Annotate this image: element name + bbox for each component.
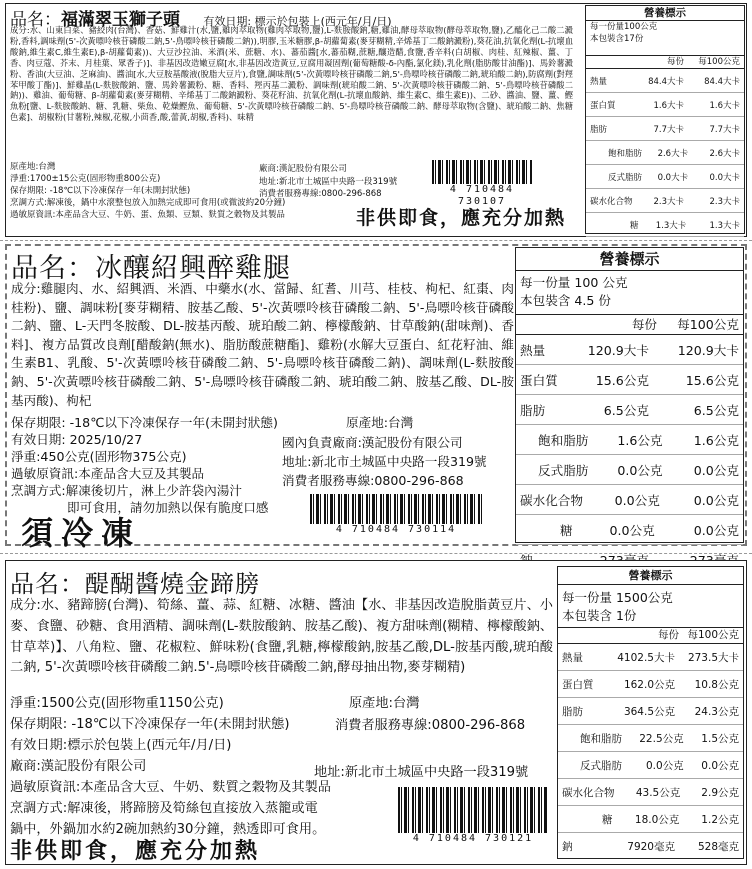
product-name-prefix: 品名： — [11, 253, 95, 284]
storage-period: 保存期限: -18℃以下冷凍保存一年(未開封狀態) — [10, 717, 290, 732]
nutrition-row — [516, 425, 743, 455]
value-per-serving: 364.5公克 — [623, 705, 675, 718]
value-per-serving: 18.0公克 — [634, 813, 680, 826]
value-per-serving: 120.9大卡 — [587, 343, 649, 358]
nutrition-row — [558, 725, 743, 752]
nutrient-name: 碳水化合物 — [590, 196, 633, 207]
value-per-serving: 4102.5大卡 — [617, 651, 675, 664]
barcode — [310, 494, 482, 536]
value-per-serving: 7.7大卡 — [653, 124, 684, 135]
product-label-lion-head — [5, 3, 747, 237]
nutrition-row — [516, 365, 743, 395]
label-separator — [0, 240, 752, 241]
manufacturer: 廠商:漢記股份有限公司 — [259, 164, 347, 174]
product-label-drunken-chicken — [5, 244, 747, 552]
nutrient-name: 飽和脂肪 — [580, 732, 622, 745]
product-name: 醍醐醬燒金蹄膀 — [85, 570, 260, 598]
service-hotline: 消費者服務專線:0800-296-868 — [259, 189, 382, 199]
value-per-serving: 1.6公克 — [617, 433, 663, 448]
value-per-serving: 6.5公克 — [603, 403, 649, 418]
value-per-100g: 15.6公克 — [685, 373, 739, 388]
expiry-date: 有效日期: 標示於包裝上(西元年/月/日) — [203, 15, 392, 28]
label-separator — [0, 553, 752, 554]
nutrition-column-headers — [516, 314, 743, 335]
serving-size: 每一份量 100 公克 — [520, 275, 628, 290]
nutrient-name: 熱量 — [562, 651, 583, 664]
nutrition-row — [558, 752, 743, 779]
storage-period: 保存期限: -18℃以下冷凍保存一年(未開封狀態) — [10, 186, 191, 196]
nutrient-name: 碳水化合物 — [520, 493, 583, 508]
nutrition-row — [558, 779, 743, 806]
value-per-100g: 120.9大卡 — [677, 343, 739, 358]
net-weight: 淨重:1700±15公克(固形物重800公克) — [10, 174, 161, 184]
nutrition-title: 營養標示 — [516, 248, 743, 271]
barcode — [398, 787, 548, 845]
value-per-100g: 0.0公克 — [693, 523, 739, 538]
origin: 原產地:台灣 — [346, 415, 414, 430]
value-per-serving: 0.0公克 — [617, 463, 663, 478]
barcode-number: 4 710484 730107 — [432, 184, 532, 196]
nutrient-name: 反式脂肪 — [538, 463, 589, 478]
value-per-serving: 0.0公克 — [645, 759, 684, 772]
value-per-100g: 2.6大卡 — [709, 148, 740, 159]
nutrient-name: 糖 — [602, 813, 613, 826]
value-per-100g: 1.5公克 — [701, 732, 739, 745]
servings-per-pack: 本包裝含 4.5 份 — [520, 293, 612, 308]
col-per-100g: 每100公克 — [687, 629, 739, 641]
warning-tagline: 非供即食，應充分加熱 — [10, 839, 261, 864]
ingredients-text: 成分:水、山東白菜、豬絞肉(台灣)、香菇、鮮雞汁(水,鹽,雞肉萃取物(雞肉萃取物,鹽),L-麩胺酸鈉,糖,雞油,酵母萃取物(酵母萃取物,鹽),乙醯化己二酸二澱粉,香料,調味劑(5'-次黃嘌呤核苷磷酸二鈉,5'-鳥嘌呤核苷磷酸二鈉)),明膠,玉米糖膠,β-胡蘿蔔素(麥芽糊精,辛烯基丁二酸鈉澱粉),葵花油,抗氧化劑(L-抗壞血酸鈉,維生素C,維生素E),β-胡蘿蔔素))、大豆沙拉油、米酒(米、蔗糖、水)、蕃茄醬[水,蕃茄糊,蔗糖,釀造醋,食鹽,香辛料(白胡椒、肉桂、紅辣椒、薑、丁香、肉豆蔻、芥末、月桂葉、眾香子)]、非基因改造嫩豆腐[水,非基因改造黃豆,豆腐用凝固劑(葡萄糖酸-δ-內酯,氯化鎂),乳化劑(脂肪酸甘油酯)]、馬鈴薯澱粉、香油(大豆油、芝麻油)、醬油[水,大豆胺基酸液(脫脂大豆片),食鹽,調味劑(5'-次黃嘌呤核苷磷酸二鈉,5'-鳥嘌呤核苷磷酸二鈉,琥珀酸二鈉),防腐劑(對羥苯甲酸丁酯)]、鮮雞晶(L-麩胺酸鈉、鹽、馬鈴薯澱粉、糖、香料、羥丙基二澱粉、調味劑(琥珀酸二鈉、5'-次黃嘌呤核苷磷酸二鈉、5'-鳥嘌呤核苷磷酸二鈉))、雞油、葡萄糖、β-胡蘿蔔素(麥芽糊精、辛烯基丁二酸鈉澱粉、葵花籽油、抗氧化劑(L-抗壞血酸鈉、維生素C、維生素E))、二砂、醬油、鹽、薑、鰹魚粉[鹽、L-麩胺酸鈉、糖、乳糖、柴魚、乾燥鰹魚、葡萄糖、5'-次黃嘌呤核苷磷酸二鈉、5'-鳥嘌呤核苷磷酸二鈉、酵母萃取物(含鹽)、琥珀酸二鈉、焦糖色素]、胡椒粉(甘薯粉,辣椒,花椒,小茴香,酸,蕾黃,胡椒,香料)、味精 — [10, 25, 573, 123]
nutrient-name: 鈉 — [562, 840, 573, 853]
nutrition-facts-table — [515, 247, 744, 543]
origin: 原產地:台灣 — [349, 696, 420, 711]
col-per-100g: 每100公克 — [698, 57, 740, 67]
nutrition-row — [516, 515, 743, 545]
nutrition-row — [586, 93, 744, 117]
nutrient-name: 蛋白質 — [590, 100, 616, 111]
value-per-100g: 0.0大卡 — [709, 172, 740, 183]
product-label-pork-knuckle — [5, 560, 747, 865]
nutrition-row — [516, 335, 743, 365]
nutrition-row — [516, 455, 743, 485]
value-per-serving: 15.6公克 — [595, 373, 649, 388]
servings-per-pack: 本包裝含17份 — [590, 34, 644, 44]
value-per-100g: 10.8公克 — [694, 678, 739, 691]
cooking-method: 烹調方式:解凍後，將蹄膀及筍絲包直接放入蒸籠或電 — [10, 801, 318, 816]
value-per-100g: 1.6大卡 — [709, 100, 740, 111]
nutrient-name: 反式脂肪 — [580, 759, 622, 772]
nutrient-name: 反式脂肪 — [608, 172, 643, 183]
value-per-100g: 528毫克 — [697, 840, 739, 853]
expiry-date: 有效日期:標示於包裝上(西元年/月/日) — [10, 738, 232, 753]
value-per-serving: 162.0公克 — [623, 678, 675, 691]
storage-period: 保存期限: -18℃以下冷凍保存一年(未開封狀態) — [11, 415, 278, 430]
address: 地址:新北市土城區中央路一段319號 — [259, 177, 398, 187]
address: 地址:新北市土城區中央路一段319號 — [282, 454, 487, 469]
value-per-100g: 6.5公克 — [693, 403, 739, 418]
nutrient-name: 碳水化合物 — [562, 786, 615, 799]
cooking-method-cont: 即可食用，請勿加熱以保有脆度口感 — [67, 500, 269, 515]
nutrient-name: 脂肪 — [562, 705, 583, 718]
nutrition-row — [586, 189, 744, 213]
product-name-prefix: 品名： — [10, 570, 85, 598]
value-per-serving: 43.5公克 — [635, 786, 681, 799]
ingredients-text: 成分:水、豬蹄膀(台灣)、筍絲、薑、蒜、紅糖、冰糖、醬油【水、非基因改造脫脂黃豆片、小麥、食鹽、砂糖、食用酒精、調味劑(L-麩胺酸鈉、胺基乙酸)、複方甜味劑(糊精、檸檬酸鈉、甘草萃)】、八角粒、鹽、花椒粒、鮮味粉(食鹽,乳糖,檸檬酸鈉,胺基乙酸,DL-胺基丙酸,琥珀酸二鈉, 5'-次黃嘌呤核苷磷酸二鈉.5'-鳥嘌呤核苷磷酸二鈉,酵母抽出物,麥芽糊精) — [10, 598, 553, 676]
col-per-100g: 每100公克 — [677, 317, 739, 332]
expiry-date: 有效日期: 2025/10/27 — [11, 432, 143, 447]
nutrition-row — [516, 485, 743, 515]
value-per-serving: 2.6大卡 — [657, 148, 689, 159]
value-per-serving: 0.0公克 — [609, 523, 655, 538]
nutrient-name: 脂肪 — [520, 403, 546, 418]
cooking-method-cont: 鍋中，外鍋加水約2碗加熱約30分鐘，熱透即可食用。 — [10, 822, 326, 837]
nutrition-row — [586, 165, 744, 189]
nutrient-name: 飽和脂肪 — [538, 433, 589, 448]
barcode — [432, 160, 532, 207]
nutrition-column-headers — [586, 55, 744, 69]
cooking-method: 烹調方式:解凍後，鍋中水滾整包放入加熱完成即可食用(或微波約20分鐘) — [10, 198, 286, 208]
barcode-number: 4 710484 730121 — [398, 833, 548, 845]
net-weight: 淨重:450公克(固形物375公克) — [11, 449, 187, 464]
value-per-100g: 1.3大卡 — [709, 220, 740, 231]
manufacturer: 廠商:漢記股份有限公司 — [10, 759, 147, 774]
nutrition-row — [558, 833, 743, 859]
nutrient-name: 糖 — [560, 523, 573, 538]
nutrient-name: 蛋白質 — [520, 373, 558, 388]
value-per-serving: 2.3大卡 — [653, 196, 684, 207]
origin: 原產地:台灣 — [10, 162, 56, 172]
value-per-serving: 1.3大卡 — [655, 220, 687, 231]
allergen-info: 過敏原資訊:本產品含大豆、牛奶、麩質之穀物及其製品 — [10, 780, 331, 795]
nutrition-row — [516, 395, 743, 425]
value-per-100g: 24.3公克 — [694, 705, 739, 718]
nutrition-column-headers — [558, 627, 743, 644]
cooking-method: 烹調方式:解凍後切片，淋上少許袋內湯汁 — [11, 483, 242, 498]
warning-tagline: 非供即食，應充分加熱 — [356, 207, 567, 229]
service-hotline: 消費者服務專線:0800-296-868 — [335, 718, 526, 733]
value-per-100g: 0.0公克 — [693, 493, 739, 508]
allergen-info: 過敏原資訊:本產品含大豆及其製品 — [11, 466, 205, 481]
value-per-serving: 0.0公克 — [614, 493, 660, 508]
allergen-info: 過敏原資訊:本產品含大豆、牛奶、蛋、魚類、豆類、麩質之穀物及其製品 — [10, 210, 285, 220]
address: 地址:新北市土城區中央路一段319號 — [314, 765, 529, 780]
net-weight: 淨重:1500公克(固形物重1150公克) — [10, 696, 224, 711]
serving-size: 每一份量 1500公克 — [562, 590, 673, 605]
value-per-serving: 22.5公克 — [639, 732, 684, 745]
barcode-bars — [310, 494, 482, 524]
nutrition-row — [586, 117, 744, 141]
nutrition-rows — [586, 69, 744, 260]
barcode-number: 4 710484 730114 — [310, 524, 482, 536]
nutrition-row — [558, 644, 743, 671]
nutrition-row — [558, 698, 743, 725]
barcode-bars — [432, 160, 532, 184]
value-per-100g: 2.3大卡 — [709, 196, 740, 207]
value-per-serving: 1.6大卡 — [653, 100, 684, 111]
value-per-serving: 0.0大卡 — [657, 172, 689, 183]
value-per-100g: 1.6公克 — [693, 433, 739, 448]
service-hotline: 消費者服務專線:0800-296-868 — [282, 473, 464, 488]
nutrition-row — [586, 141, 744, 165]
ingredients-text: 成分:雞腿肉、水、紹興酒、米酒、中藥水(水、當歸、紅耆、川芎、桂枝、枸杞、紅棗、肉桂粉)、鹽、調味粉[麥芽糊精、胺基乙酸、5'-次黃嘌呤核苷磷酸二鈉、5'-鳥嘌呤核苷磷酸二鈉、鹽、L-天門冬胺酸、DL-胺基丙酸、琥珀酸二鈉、檸檬酸鈉、甘草酸鈉(甜味劑)、香料]、複方品質改良劑[醋酸鈉(無水)、脂肪酸蔗糖酯]、雞粉(水解大豆蛋白、紅花籽油、維生素B1、乳酸、5'-次黃嘌呤核苷磷酸二鈉、5'-鳥嘌呤核苷磷酸二鈉)、調味劑(L-麩胺酸鈉、5'-次黃嘌呤核苷磷酸二鈉、5'-鳥嘌呤核苷磷酸二鈉、琥珀酸二鈉、胺基乙酸、DL-胺基丙酸)、枸杞 — [11, 281, 514, 408]
value-per-100g: 1.2公克 — [701, 813, 739, 826]
serving-size: 每一份量100公克 — [590, 22, 658, 32]
warning-tagline: 須冷凍 — [21, 514, 142, 552]
nutrient-name: 熱量 — [520, 343, 546, 358]
col-per-serving: 每份 — [658, 629, 679, 641]
nutrient-name: 脂肪 — [590, 124, 608, 135]
product-name: 福滿翠玉獅子頭 — [61, 10, 180, 30]
barcode-bars — [398, 787, 548, 833]
value-per-100g: 0.0公克 — [701, 759, 739, 772]
nutrition-title: 營養標示 — [586, 6, 744, 21]
nutrition-rows — [558, 644, 743, 859]
nutrient-name: 糖 — [630, 220, 639, 231]
nutrition-facts-table — [557, 566, 744, 859]
value-per-serving: 7920毫克 — [627, 840, 675, 853]
nutrition-title: 營養標示 — [558, 567, 743, 585]
nutrient-name: 熱量 — [590, 76, 608, 87]
nutrition-row — [586, 213, 744, 237]
nutrition-row — [558, 671, 743, 698]
product-name-line — [10, 564, 260, 599]
col-per-serving: 每份 — [631, 317, 657, 332]
servings-per-pack: 本包裝含 1份 — [562, 608, 637, 623]
nutrition-row — [586, 69, 744, 93]
col-per-serving: 每份 — [666, 57, 684, 67]
value-per-100g: 0.0公克 — [693, 463, 739, 478]
nutrient-name: 飽和脂肪 — [608, 148, 643, 159]
product-name: 冰釀紹興醉雞腿 — [95, 253, 291, 284]
nutrition-facts-table — [585, 5, 745, 234]
nutrition-row — [558, 806, 743, 833]
value-per-100g: 2.9公克 — [701, 786, 739, 799]
product-name-prefix: 品名： — [10, 10, 61, 30]
value-per-serving: 84.4大卡 — [648, 76, 684, 87]
value-per-100g: 7.7大卡 — [709, 124, 740, 135]
nutrition-rows — [516, 335, 743, 574]
value-per-100g: 273.5大卡 — [687, 651, 739, 664]
value-per-100g: 84.4大卡 — [704, 76, 740, 87]
manufacturer: 國內負責廠商:漢記股份有限公司 — [282, 435, 463, 450]
nutrient-name: 蛋白質 — [562, 678, 594, 691]
